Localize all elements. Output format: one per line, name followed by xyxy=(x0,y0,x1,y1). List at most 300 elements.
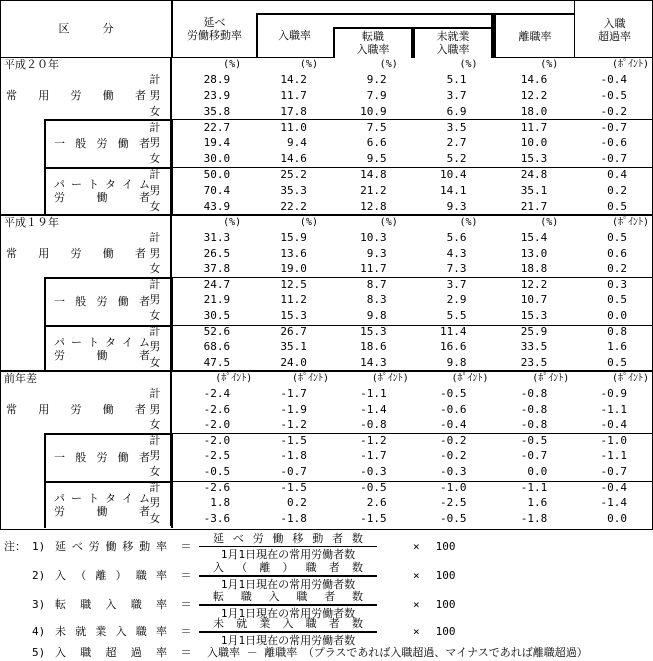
column-header-tenshoku-nyushokuritsu xyxy=(333,27,413,58)
unit-cell: (%) xyxy=(379,59,398,70)
fraction-numerator-text: 未 就 業 入 職 者 数 xyxy=(213,616,363,630)
value-cell: -0.2 xyxy=(439,433,467,447)
note-number: 3) xyxy=(32,597,46,611)
value-cell: -0.6 xyxy=(600,136,627,150)
value-cell: 9.4 xyxy=(287,136,307,150)
multiply-sign: × xyxy=(413,539,420,553)
value-cell: 11.2 xyxy=(280,293,307,307)
table-row xyxy=(1,151,652,167)
row-label-cell xyxy=(1,417,172,433)
value-cell: 9.3 xyxy=(446,199,467,213)
value-cell: 9.5 xyxy=(366,152,387,166)
value-cell: 16.6 xyxy=(439,340,467,354)
unit-cell: (ﾎﾟｲﾝﾄ) xyxy=(532,373,570,384)
value-cell: -1.5 xyxy=(280,480,307,494)
value-cell: -0.5 xyxy=(203,465,231,478)
value-cell: 10.9 xyxy=(360,104,387,118)
row-label: 女 xyxy=(149,262,161,276)
table-row xyxy=(1,511,652,527)
value-cell: -1.1 xyxy=(600,402,627,416)
fraction-denominator: 1月1日現在の常用労働者数 xyxy=(220,606,356,620)
fraction-numerator-text: 転 職 入 職 者 数 xyxy=(213,589,363,603)
table-row xyxy=(1,433,652,449)
column-header-line: 入職率 xyxy=(436,43,470,56)
value-cell: -0.7 xyxy=(600,465,627,478)
row-label: 女 xyxy=(149,104,161,118)
row-label-cell xyxy=(1,119,172,135)
table-row xyxy=(1,355,652,371)
table-row xyxy=(1,72,652,88)
row-label: 計 xyxy=(149,387,161,401)
group-label-line: パ ー ト タ イ ム xyxy=(54,492,150,506)
row-label: 計 xyxy=(149,167,161,181)
unit-cell: (%) xyxy=(223,59,242,70)
table-row xyxy=(1,417,652,433)
note-term: 入 職 超 過 率 xyxy=(55,646,167,660)
value-cell: -1.1 xyxy=(520,480,548,494)
note-prefix: 注： xyxy=(4,539,26,553)
table-row xyxy=(1,402,652,418)
unit-cell: (ﾎﾟｲﾝﾄ) xyxy=(611,217,649,228)
value-cell: 35.3 xyxy=(280,183,307,197)
section-label: 平成２０年 xyxy=(4,58,59,71)
value-cell: -2.4 xyxy=(203,387,231,401)
fraction xyxy=(199,532,377,561)
factor-100: 100 xyxy=(435,539,456,553)
table-row xyxy=(1,277,652,293)
value-cell: 19.0 xyxy=(280,262,307,276)
note-item xyxy=(0,590,653,619)
value-cell: -0.5 xyxy=(520,433,548,447)
value-cell: -1.9 xyxy=(280,402,307,416)
factor-100: 100 xyxy=(435,597,456,611)
value-cell: 5.1 xyxy=(446,73,467,87)
section-label: 前年差 xyxy=(4,372,37,385)
row-label: 男 xyxy=(149,449,161,463)
column-header-line: 入職率 xyxy=(356,43,390,56)
table-row xyxy=(1,167,652,183)
note-number: 1) xyxy=(32,539,46,553)
value-cell: 9.3 xyxy=(366,246,387,260)
row-label-cell xyxy=(1,433,172,449)
value-cell: -0.8 xyxy=(520,387,548,401)
row-label: 男 xyxy=(149,89,161,103)
value-cell: 18.0 xyxy=(520,104,548,118)
column-header-line: 延べ xyxy=(203,16,226,29)
table-row xyxy=(1,230,652,246)
value-cell: 22.2 xyxy=(280,199,307,213)
note-item xyxy=(0,561,653,590)
table-body xyxy=(1,58,652,526)
group-label-line: 常 用 労 働 者 xyxy=(6,403,146,417)
value-cell: 0.3 xyxy=(607,277,627,291)
value-cell: 18.6 xyxy=(360,340,387,354)
multiply-sign: × xyxy=(413,624,420,638)
value-cell: 9.2 xyxy=(366,73,387,87)
value-cell: 0.6 xyxy=(607,246,627,260)
value-cell: -2.5 xyxy=(203,449,231,463)
note-item xyxy=(0,644,653,661)
value-cell: 0.8 xyxy=(607,324,627,338)
row-label-cell xyxy=(1,323,172,339)
value-cell: 26.5 xyxy=(203,246,231,260)
row-label-cell xyxy=(1,464,172,480)
value-cell: 15.3 xyxy=(360,324,387,338)
equals-sign: ＝ xyxy=(180,646,192,660)
value-cell: 12.2 xyxy=(520,89,548,103)
row-label: 計 xyxy=(149,73,161,87)
row-label: 計 xyxy=(149,480,161,494)
row-label-cell xyxy=(1,88,172,104)
table-row xyxy=(1,308,652,324)
value-cell: 13.0 xyxy=(520,246,548,260)
section-label-cell xyxy=(1,58,172,72)
row-label: 男 xyxy=(149,496,161,510)
value-cell: -2.6 xyxy=(203,480,231,494)
group-label-line: 一 般 労 働 者 xyxy=(54,137,150,151)
value-cell: 22.7 xyxy=(203,120,231,134)
value-cell: 19.4 xyxy=(203,136,231,150)
row-label: 男 xyxy=(149,340,161,354)
value-cell: 6.6 xyxy=(366,136,387,150)
fraction-numerator-text: 入 （ 離 ） 職 者 数 xyxy=(213,560,363,574)
value-cell: 0.2 xyxy=(287,496,307,510)
value-cell: -0.2 xyxy=(439,449,467,463)
table-row xyxy=(1,182,652,198)
table-row xyxy=(1,261,652,277)
row-label-cell xyxy=(1,104,172,120)
unit-cell: (ﾎﾟｲﾝﾄ) xyxy=(611,373,649,384)
note-term: 未 就 業 入 職 率 xyxy=(55,624,167,638)
value-cell: -0.7 xyxy=(600,152,627,166)
column-header-line: 超過率 xyxy=(598,29,631,43)
value-cell: 30.5 xyxy=(203,309,231,322)
value-cell: 11.4 xyxy=(439,324,467,338)
unit-cell: (%) xyxy=(379,217,398,228)
unit-cell: (ﾎﾟｲﾝﾄ) xyxy=(451,373,489,384)
column-header-line: 転職 xyxy=(362,30,384,43)
value-cell: 2.9 xyxy=(446,293,467,307)
group-label-line: 常 用 労 働 者 xyxy=(6,89,146,103)
value-cell: 11.0 xyxy=(280,120,307,134)
equals-sign: ＝ xyxy=(180,624,192,638)
equals-sign: ＝ xyxy=(180,539,192,553)
value-cell: -0.4 xyxy=(600,480,627,494)
value-cell: 3.5 xyxy=(446,120,467,134)
fraction-numerator-text: 延 べ 労 働 移 動 者 数 xyxy=(213,532,363,545)
value-cell: 23.9 xyxy=(203,89,231,103)
row-label: 男 xyxy=(149,246,161,260)
section xyxy=(1,58,652,214)
row-label: 女 xyxy=(149,309,161,322)
value-cell: 37.8 xyxy=(203,262,231,276)
value-cell: 0.5 xyxy=(607,231,627,245)
fraction-denominator: 1月1日現在の常用労働者数 xyxy=(220,577,356,591)
row-label: 計 xyxy=(149,231,161,245)
value-cell: -0.7 xyxy=(280,465,307,478)
unit-cell: (%) xyxy=(459,59,478,70)
value-cell: 14.2 xyxy=(280,73,307,87)
group-label-line: パ ー ト タ イ ム xyxy=(54,178,150,192)
column-header-line: 労働移動率 xyxy=(187,29,242,42)
row-label: 女 xyxy=(149,465,161,478)
table-row xyxy=(1,88,652,104)
table-row xyxy=(1,448,652,464)
equals-sign: ＝ xyxy=(180,597,192,611)
value-cell: -1.2 xyxy=(360,433,387,447)
value-cell: 12.2 xyxy=(520,277,548,291)
table-row xyxy=(1,464,652,480)
value-cell: 0.5 xyxy=(607,293,627,307)
row-label: 女 xyxy=(149,152,161,166)
fraction-numerator xyxy=(199,617,377,633)
value-cell: -2.6 xyxy=(203,402,231,416)
value-cell: 33.5 xyxy=(520,340,548,354)
column-header-kubun: 区 分 xyxy=(1,1,173,57)
table-row xyxy=(1,339,652,355)
value-cell: 15.3 xyxy=(280,309,307,322)
fraction xyxy=(199,561,377,591)
factor-100: 100 xyxy=(435,568,456,582)
value-cell: -0.7 xyxy=(600,120,627,134)
note-number: 4) xyxy=(32,624,46,638)
row-label: 計 xyxy=(149,120,161,134)
value-cell: -2.0 xyxy=(203,418,231,432)
value-cell: 5.5 xyxy=(446,309,467,322)
value-cell: 13.6 xyxy=(280,246,307,260)
value-cell: 24.0 xyxy=(280,355,307,369)
value-cell: 8.3 xyxy=(366,293,387,307)
row-label-cell xyxy=(1,292,172,308)
value-cell: 70.4 xyxy=(203,183,231,197)
value-cell: 7.9 xyxy=(366,89,387,103)
value-cell: -0.8 xyxy=(360,418,387,432)
value-cell: 2.7 xyxy=(446,136,467,150)
value-cell: 0.0 xyxy=(607,309,627,322)
value-cell: 11.7 xyxy=(280,89,307,103)
unit-cell: (ﾎﾟｲﾝﾄ) xyxy=(611,59,649,70)
row-label: 女 xyxy=(149,355,161,369)
row-label: 女 xyxy=(149,418,161,432)
row-label-cell xyxy=(1,261,172,277)
section xyxy=(1,370,652,526)
table-row xyxy=(1,119,652,135)
value-cell: -1.5 xyxy=(280,433,307,447)
table-header xyxy=(1,1,652,58)
value-cell: 52.6 xyxy=(203,324,231,338)
value-cell: 0.2 xyxy=(607,262,627,276)
note-term: 延 べ 労 働 移 動 率 xyxy=(55,539,167,553)
row-label: 女 xyxy=(149,199,161,213)
value-cell: 28.9 xyxy=(203,73,231,87)
row-label-cell xyxy=(1,182,172,198)
value-cell: 0.5 xyxy=(607,199,627,213)
value-cell: 7.3 xyxy=(446,262,467,276)
row-label-cell xyxy=(1,448,172,464)
value-cell: 14.6 xyxy=(280,152,307,166)
table-row xyxy=(1,323,652,339)
table-row xyxy=(1,386,652,402)
value-cell: -0.8 xyxy=(520,402,548,416)
value-cell: -0.4 xyxy=(600,418,627,432)
note-term: 転 職 入 職 率 xyxy=(55,597,167,611)
value-cell: -2.0 xyxy=(203,433,231,447)
value-cell: 3.7 xyxy=(446,89,467,103)
table-row xyxy=(1,246,652,262)
value-cell: 50.0 xyxy=(203,167,231,181)
value-cell: 10.3 xyxy=(360,231,387,245)
column-header-nobe-rodoidoritsu xyxy=(173,1,256,57)
value-cell: -0.5 xyxy=(439,387,467,401)
group-label-line: 労 働 者 xyxy=(54,349,150,363)
row-label-cell xyxy=(1,511,172,527)
value-cell: 1.6 xyxy=(527,496,548,510)
value-cell: -1.4 xyxy=(360,402,387,416)
fraction-numerator xyxy=(199,532,377,547)
multiply-sign: × xyxy=(413,597,420,611)
value-cell: 11.7 xyxy=(520,120,548,134)
value-cell: -0.4 xyxy=(600,73,627,87)
row-label-cell xyxy=(1,479,172,495)
value-cell: 1.8 xyxy=(210,496,231,510)
note-formula-text: 入職率 － 離職率 （プラスであれば入職超過、マイナスであれば離職超過） xyxy=(207,646,588,660)
value-cell: -1.0 xyxy=(439,480,467,494)
value-cell: -0.9 xyxy=(600,387,627,401)
value-cell: -1.2 xyxy=(280,418,307,432)
value-cell: -1.1 xyxy=(600,449,627,463)
row-label: 女 xyxy=(149,511,161,525)
value-cell: 26.7 xyxy=(280,324,307,338)
row-label: 男 xyxy=(149,136,161,150)
value-cell: 14.8 xyxy=(360,167,387,181)
value-cell: -1.1 xyxy=(360,387,387,401)
value-cell: 10.4 xyxy=(439,167,467,181)
value-cell: 23.5 xyxy=(520,355,548,369)
row-label: 男 xyxy=(149,183,161,197)
row-label: 計 xyxy=(149,324,161,338)
value-cell: 14.6 xyxy=(520,73,548,87)
value-cell: 17.8 xyxy=(280,104,307,118)
section-label: 平成１９年 xyxy=(4,216,59,229)
table-row xyxy=(1,292,652,308)
column-header-nyushoku-chokaritsu xyxy=(574,1,653,58)
row-label-cell xyxy=(1,308,172,324)
value-cell: -1.7 xyxy=(280,387,307,401)
unit-cell: (ﾎﾟｲﾝﾄ) xyxy=(371,373,409,384)
value-cell: 35.1 xyxy=(280,340,307,354)
unit-cell: (%) xyxy=(540,217,559,228)
value-cell: 5.2 xyxy=(446,152,467,166)
value-cell: 11.7 xyxy=(360,262,387,276)
value-cell: 35.8 xyxy=(203,104,231,118)
factor-100: 100 xyxy=(435,624,456,638)
fraction xyxy=(199,617,377,647)
value-cell: 21.9 xyxy=(203,293,231,307)
group-label-line: 労 働 者 xyxy=(54,191,150,205)
value-cell: 21.2 xyxy=(360,183,387,197)
value-cell: 10.0 xyxy=(520,136,548,150)
row-label-cell xyxy=(1,495,172,511)
group-label-line: 常 用 労 働 者 xyxy=(6,247,146,261)
value-cell: 35.1 xyxy=(520,183,548,197)
value-cell: 31.3 xyxy=(203,231,231,245)
value-cell: 4.3 xyxy=(446,246,467,260)
row-label-cell xyxy=(1,246,172,262)
value-cell: 0.4 xyxy=(607,167,627,181)
note-number: 2) xyxy=(32,568,46,582)
units-row xyxy=(1,58,652,72)
value-cell: -0.7 xyxy=(520,449,548,463)
value-cell: -0.8 xyxy=(520,418,548,432)
value-cell: 0.5 xyxy=(607,355,627,369)
row-label-cell xyxy=(1,198,172,214)
value-cell: -0.5 xyxy=(600,89,627,103)
value-cell: 15.4 xyxy=(520,231,548,245)
column-header-mishugyo-nyushokuritsu xyxy=(413,27,493,58)
value-cell: 2.6 xyxy=(366,496,387,510)
value-cell: 8.7 xyxy=(366,277,387,291)
row-label: 男 xyxy=(149,402,161,416)
equals-sign: ＝ xyxy=(180,568,192,582)
value-cell: 5.6 xyxy=(446,231,467,245)
value-cell: 1.6 xyxy=(607,340,627,354)
row-label-cell xyxy=(1,151,172,167)
value-cell: 25.9 xyxy=(520,324,548,338)
value-cell: 47.5 xyxy=(203,355,231,369)
group-label-line: 労 働 者 xyxy=(54,505,150,519)
section-label-cell xyxy=(1,372,172,386)
value-cell: 68.6 xyxy=(203,340,231,354)
note-item xyxy=(0,616,653,647)
value-cell: 15.3 xyxy=(520,309,548,322)
value-cell: 12.5 xyxy=(280,277,307,291)
table-row xyxy=(1,135,652,151)
column-header-line: 入職 xyxy=(603,16,626,30)
value-cell: -0.3 xyxy=(439,465,467,478)
row-label-cell xyxy=(1,386,172,402)
value-cell: 9.8 xyxy=(366,309,387,322)
multiply-sign: × xyxy=(413,568,420,582)
unit-cell: (%) xyxy=(299,217,318,228)
section-label-cell xyxy=(1,216,172,230)
value-cell: -0.3 xyxy=(360,465,387,478)
row-label-cell xyxy=(1,339,172,355)
unit-cell: (ﾎﾟｲﾝﾄ) xyxy=(291,373,329,384)
unit-cell: (%) xyxy=(223,217,242,228)
value-cell: -0.2 xyxy=(600,104,627,118)
value-cell: -0.6 xyxy=(439,402,467,416)
value-cell: -1.7 xyxy=(360,449,387,463)
row-label-cell xyxy=(1,402,172,418)
fraction-denominator: 1月1日現在の常用労働者数 xyxy=(220,548,356,561)
value-cell: -1.0 xyxy=(600,433,627,447)
unit-cell: (%) xyxy=(459,217,478,228)
units-row xyxy=(1,372,652,386)
group-label-line: パ ー ト タ イ ム xyxy=(54,336,150,350)
value-cell: 15.9 xyxy=(280,231,307,245)
table-row xyxy=(1,104,652,120)
row-label-cell xyxy=(1,230,172,246)
value-cell: -3.6 xyxy=(203,511,231,525)
value-cell: 24.7 xyxy=(203,277,231,291)
table-row xyxy=(1,495,652,511)
row-label-cell xyxy=(1,72,172,88)
table-row xyxy=(1,479,652,495)
fraction-numerator xyxy=(199,561,377,577)
note-item xyxy=(0,532,653,561)
value-cell: 15.3 xyxy=(520,152,548,166)
value-cell: 14.1 xyxy=(439,183,467,197)
